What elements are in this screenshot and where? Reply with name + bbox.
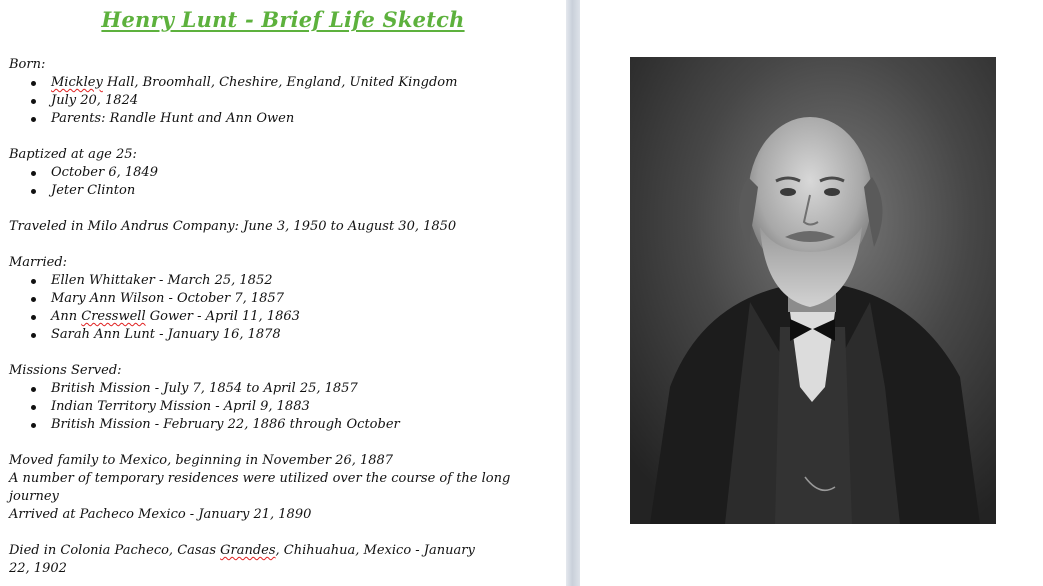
- arrived-line: Arrived at Pacheco Mexico - January 21, 1890: [9, 507, 312, 522]
- spellcheck-flagged-word[interactable]: Cresswell: [81, 309, 146, 324]
- list-item: Ann Cresswell Gower - April 11, 1863: [9, 308, 559, 326]
- bullet-icon: [31, 333, 36, 338]
- portrait-photo: [630, 57, 996, 524]
- moved-line: Moved family to Mexico, beginning in November 26, 1887: [9, 453, 394, 468]
- list-item: British Mission - February 22, 1886 through October: [9, 416, 559, 434]
- residences-line-continued: journey: [9, 489, 59, 504]
- bullet-icon: [31, 189, 36, 194]
- residences-line: A number of temporary residences were utilized over the course of the long: [9, 471, 511, 486]
- bullet-icon: [31, 297, 36, 302]
- bullet-icon: [31, 423, 36, 428]
- bullet-icon: [31, 387, 36, 392]
- died-line: Died in Colonia Pacheco, Casas Grandes, Chihuahua, Mexico - January: [9, 543, 475, 558]
- spellcheck-flagged-word[interactable]: Mickley: [51, 75, 103, 90]
- bullet-icon: [31, 99, 36, 104]
- missions-list: [9, 380, 559, 434]
- bullet-icon: [31, 279, 36, 284]
- baptized-label: Baptized at age 25:: [9, 147, 137, 162]
- list-item: Parents: Randle Hunt and Ann Owen: [9, 110, 559, 128]
- spellcheck-flagged-word[interactable]: Grandes: [220, 543, 276, 558]
- portrait-illustration: [630, 57, 996, 524]
- page-divider: [566, 0, 580, 586]
- traveled-line: Traveled in Milo Andrus Company: June 3, 1950 to August 30, 1850: [9, 219, 457, 234]
- missions-label: Missions Served:: [9, 363, 122, 378]
- bullet-icon: [31, 81, 36, 86]
- list-item: July 20, 1824: [9, 92, 559, 110]
- baptized-list: [9, 164, 559, 200]
- document-page-right: [580, 0, 1043, 586]
- bullet-icon: [31, 117, 36, 122]
- list-item: October 6, 1849: [9, 164, 559, 182]
- list-item: Mary Ann Wilson - October 7, 1857: [9, 290, 559, 308]
- bullet-icon: [31, 405, 36, 410]
- list-item: Jeter Clinton: [9, 182, 559, 200]
- list-item: British Mission - July 7, 1854 to April 25, 1857: [9, 380, 559, 398]
- list-item: Ellen Whittaker - March 25, 1852: [9, 272, 559, 290]
- page-title: Henry Lunt - Brief Life Sketch: [101, 7, 465, 32]
- list-item: Indian Territory Mission - April 9, 1883: [9, 398, 559, 416]
- list-item: Sarah Ann Lunt - January 16, 1878: [9, 326, 559, 344]
- born-label: Born:: [9, 57, 46, 72]
- bullet-icon: [31, 315, 36, 320]
- married-list: [9, 272, 559, 344]
- life-sketch-body: [9, 56, 559, 578]
- died-line-continued: 22, 1902: [9, 561, 67, 576]
- bullet-icon: [31, 171, 36, 176]
- married-label: Married:: [9, 255, 68, 270]
- born-list: [9, 74, 559, 128]
- list-item: Mickley Hall, Broomhall, Cheshire, England, United Kingdom: [9, 74, 559, 92]
